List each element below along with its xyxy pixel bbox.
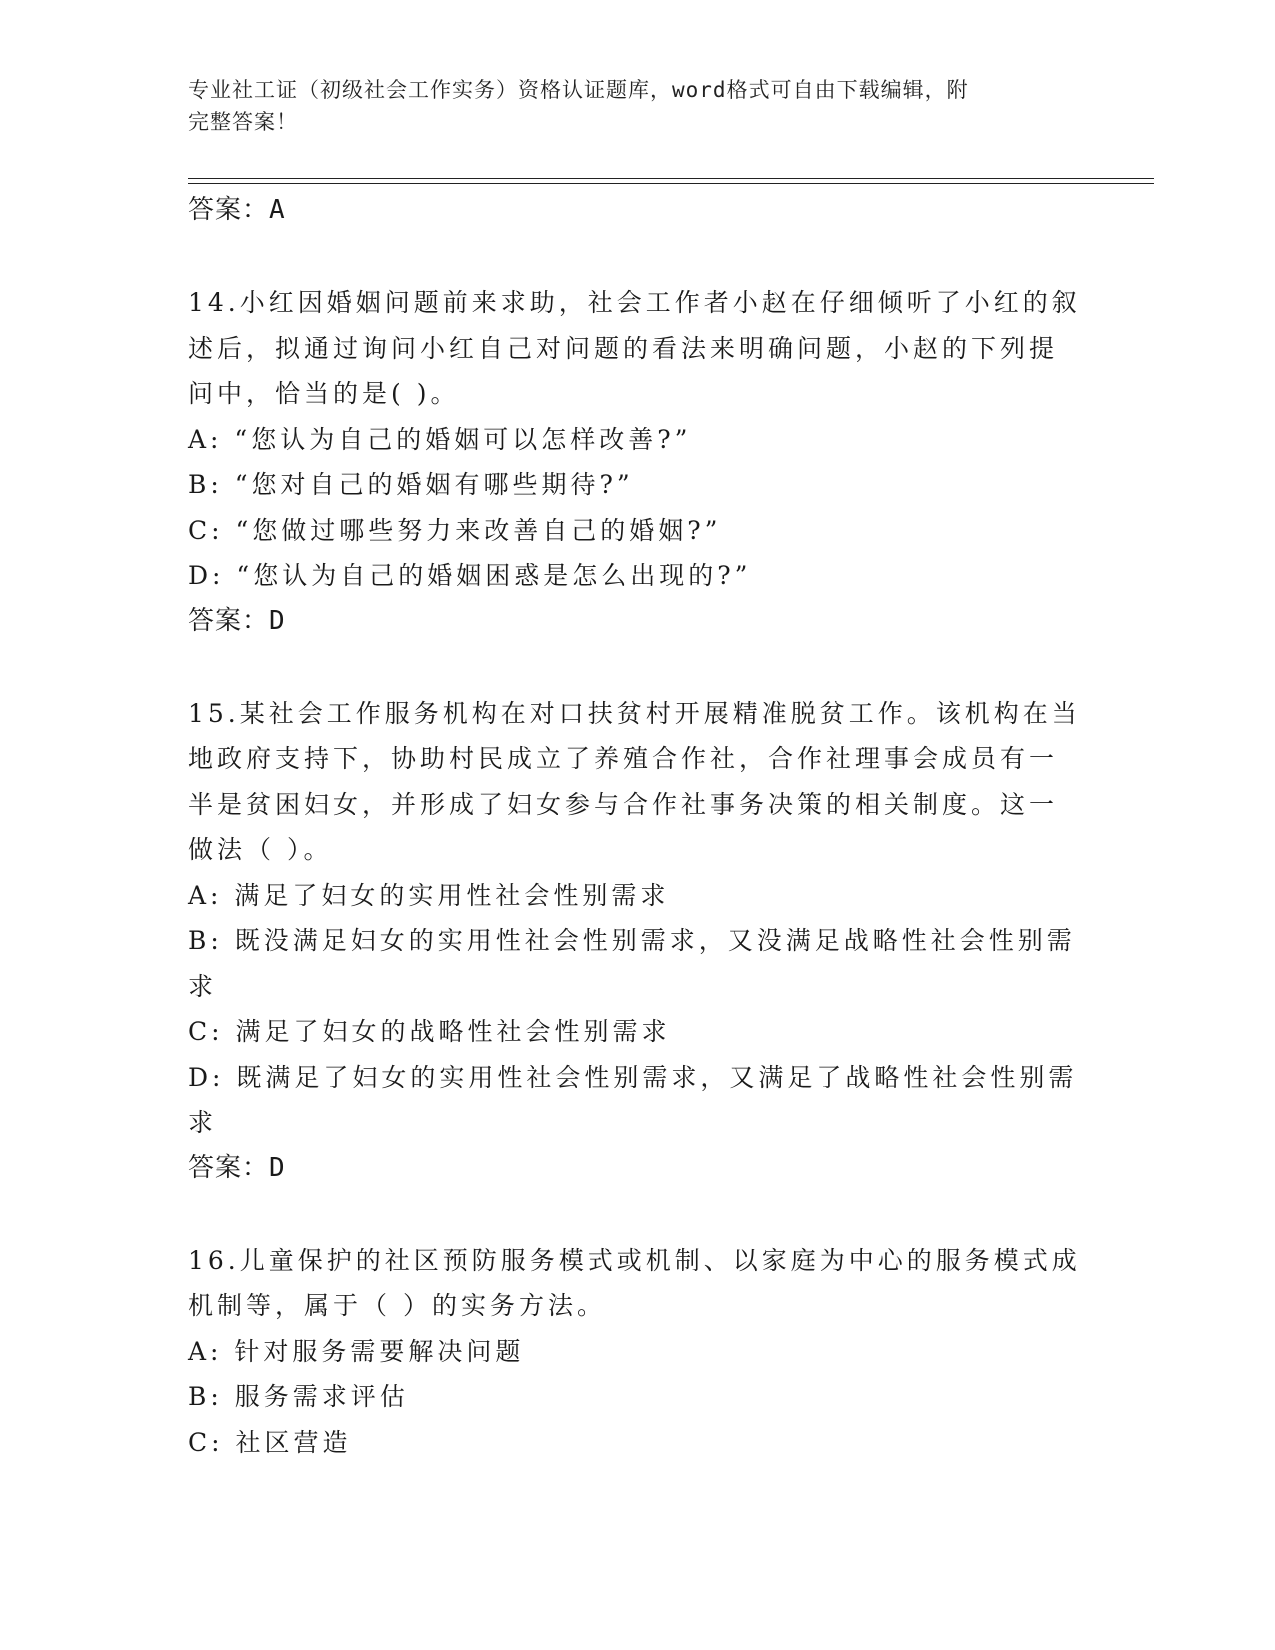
answer-key: A — [269, 195, 286, 225]
option-a: A: “您认为自己的婚姻可以怎样改善?” — [188, 424, 692, 454]
question-content — [188, 188, 1088, 1465]
answer: 答案：D — [188, 1152, 286, 1183]
previous-answer: 答案：A — [188, 195, 286, 225]
question-stem-line: 做法（ ）。 — [188, 835, 333, 864]
option-b: B: 既没满足妇女的实用性社会性别需求，又没满足战略性社会性别需 — [188, 926, 1076, 955]
question-stem-line: 15.某社会工作服务机构在对口扶贫村开展精准脱贫工作。该机构在当 — [188, 698, 1081, 728]
answer-key: D — [269, 605, 286, 636]
question-stem-line: 述后，拟通过询问小红自己对问题的看法来明确问题，小赵的下列提 — [188, 333, 1059, 363]
header-line-1: 专业社工证（初级社会工作实务）资格认证题库，word格式可自由下载编辑，附 — [188, 78, 969, 102]
question-stem-line: 14.小红因婚姻问题前来求助，社会工作者小赵在仔细倾听了小红的叙 — [188, 288, 1081, 317]
question-stem-line: 半是贫困妇女，并形成了妇女参与合作社事务决策的相关制度。这一 — [188, 789, 1059, 819]
page-header — [188, 74, 1088, 138]
question-stem-line: 16.儿童保护的社区预防服务模式或机制、以家庭为中心的服务模式成 — [188, 1245, 1081, 1275]
option-b: B: 服务需求评估 — [188, 1382, 409, 1411]
header-rule-top — [188, 178, 1154, 179]
option-c: C: “您做过哪些努力来改善自己的婚姻?” — [188, 515, 722, 545]
option-d-continued: 求 — [188, 1108, 218, 1137]
option-b-continued: 求 — [188, 971, 218, 1001]
option-a: A: 针对服务需要解决问题 — [188, 1336, 525, 1366]
answer: 答案：D — [188, 605, 286, 636]
header-line-2: 完整答案！ — [188, 110, 298, 134]
question-stem-line: 问中，恰当的是( )。 — [188, 379, 460, 408]
option-a: A: 满足了妇女的实用性社会性别需求 — [188, 880, 670, 910]
answer-key: D — [269, 1152, 286, 1183]
option-c: C: 满足了妇女的战略性社会性别需求 — [188, 1017, 671, 1046]
option-d: D: 既满足了妇女的实用性社会性别需求，又满足了战略性社会性别需 — [188, 1062, 1078, 1092]
question-16 — [188, 1238, 1088, 1466]
question-stem-line: 地政府支持下，协助村民成立了养殖合作社，合作社理事会成员有一 — [188, 744, 1059, 773]
option-c: C: 社区营造 — [188, 1427, 352, 1457]
question-14 — [188, 280, 1088, 644]
header-rule-bottom — [188, 183, 1154, 184]
option-d: D: “您认为自己的婚姻困惑是怎么出现的?” — [188, 561, 752, 590]
question-15 — [188, 691, 1088, 1191]
question-stem-line: 机制等，属于（ ）的实务方法。 — [188, 1291, 606, 1320]
option-b: B: “您对自己的婚姻有哪些期待?” — [188, 470, 634, 499]
